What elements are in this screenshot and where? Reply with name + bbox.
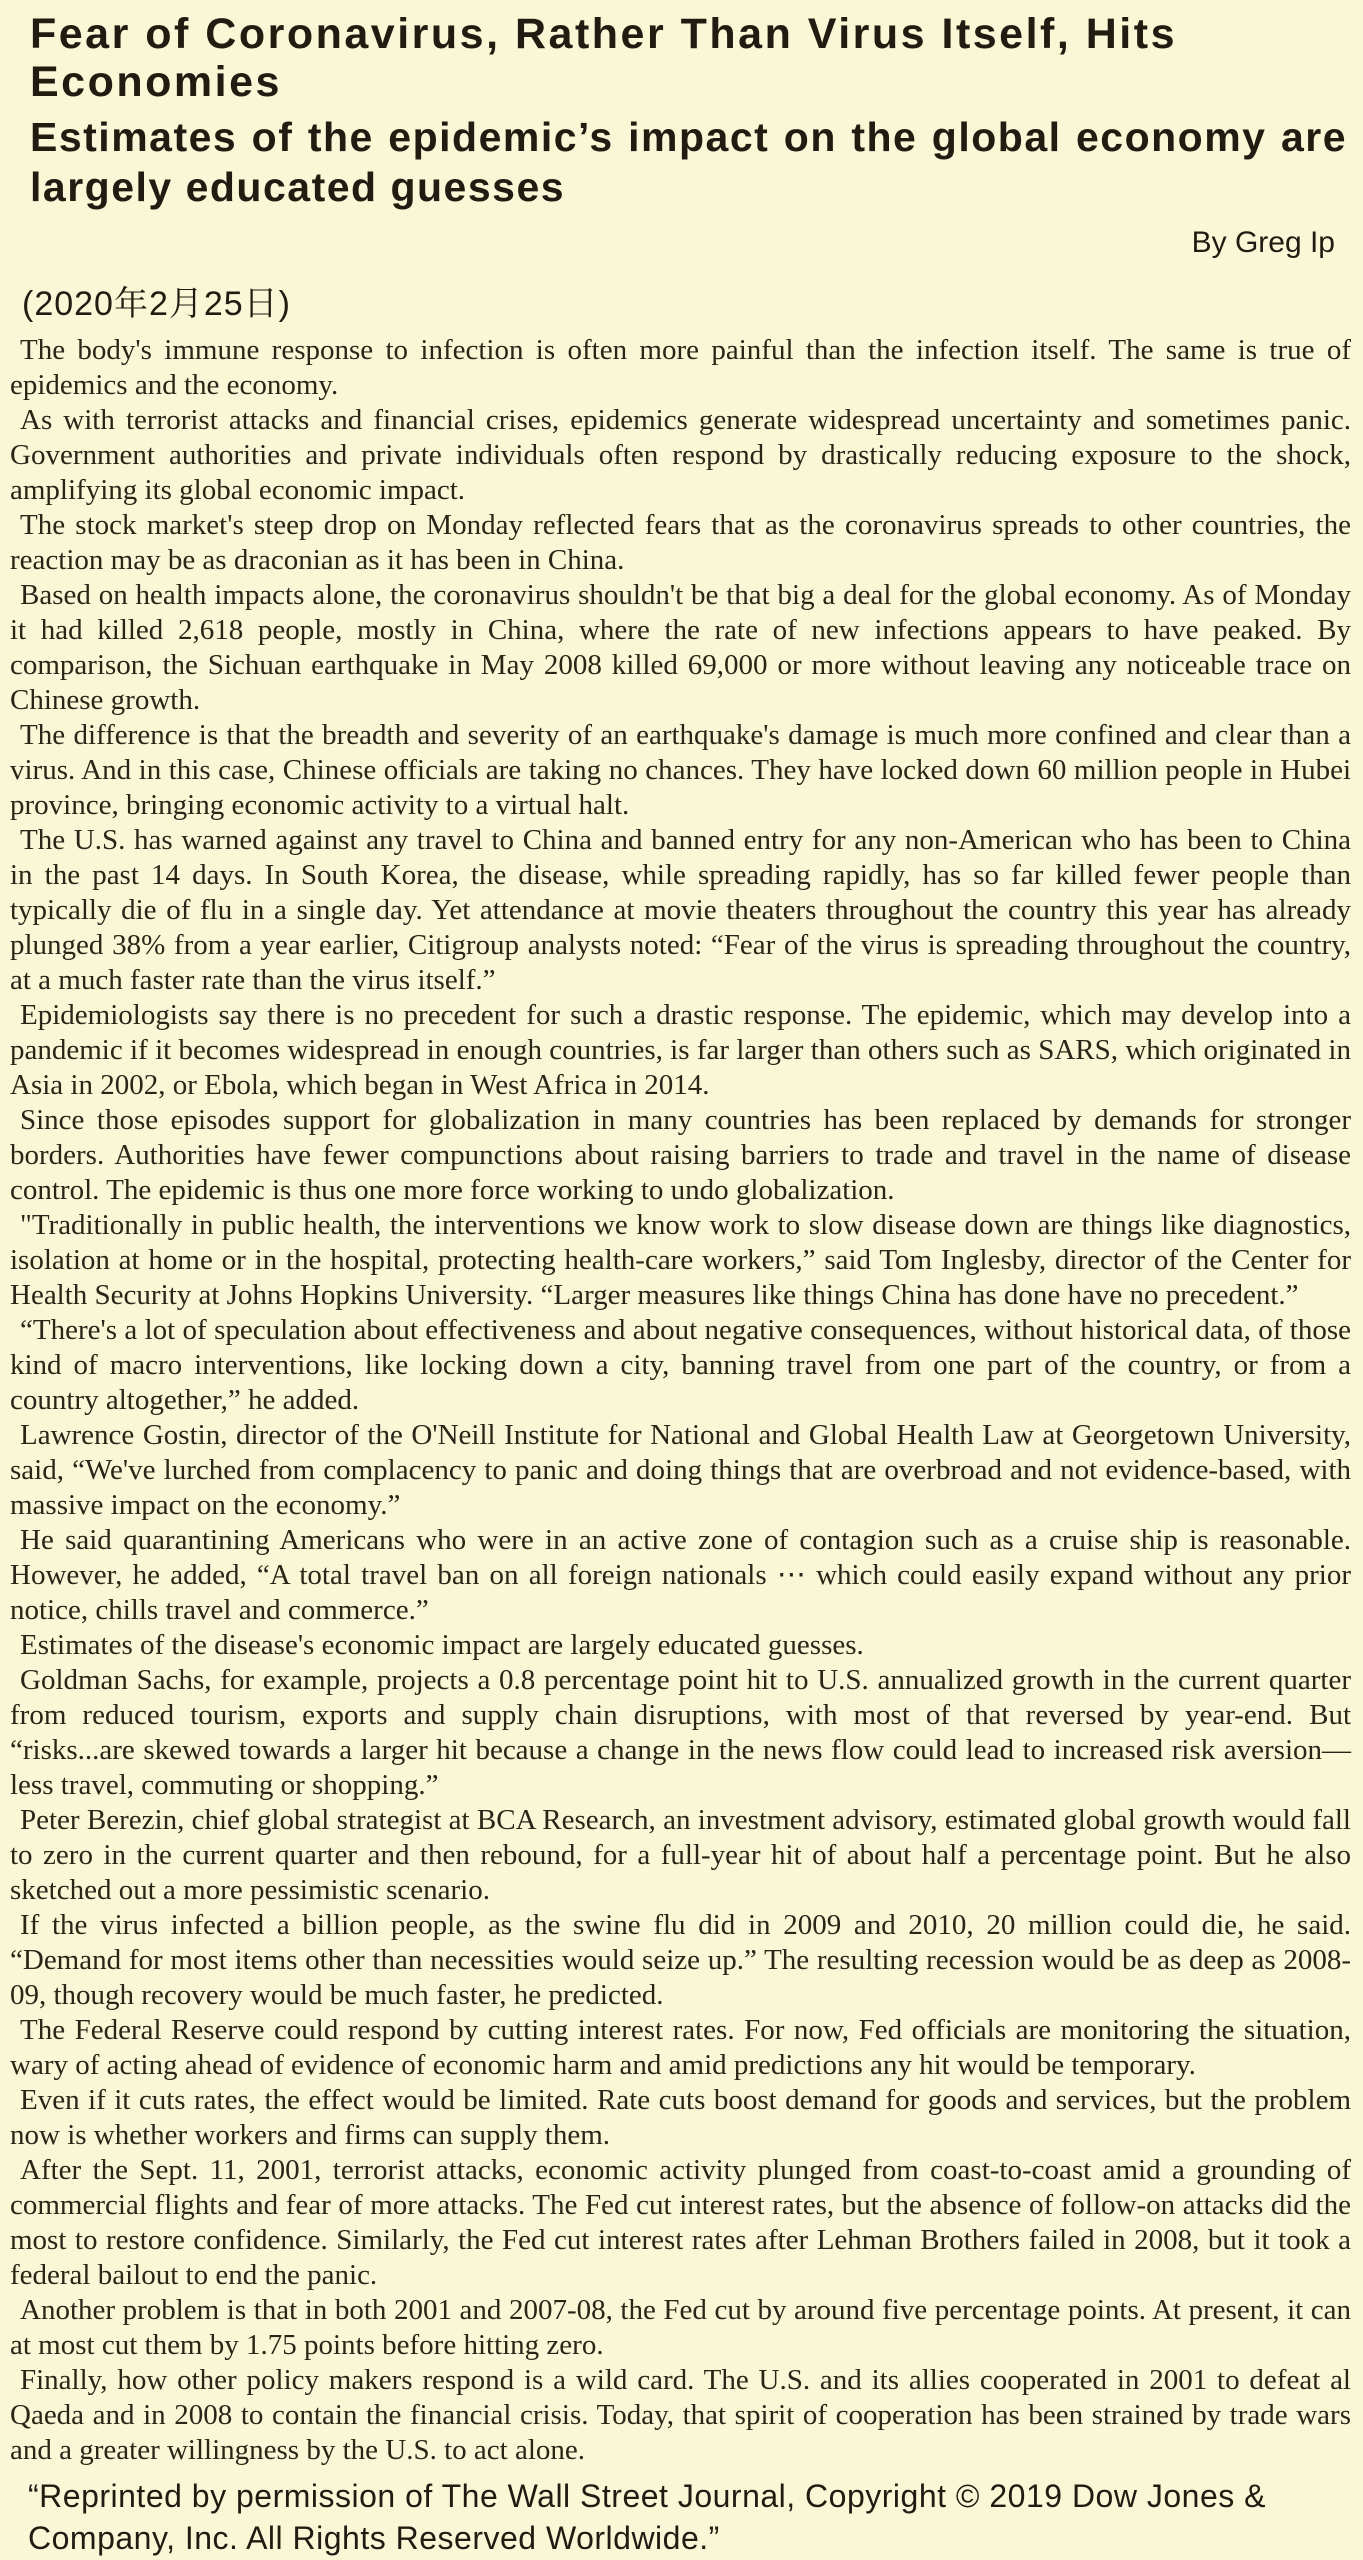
- page-title: Fear of Coronavirus, Rather Than Virus Itself, Hits Economies: [30, 10, 1177, 107]
- article-paragraph: The Federal Reserve could respond by cutting interest rates. For now, Fed officials are monitoring the situation, wary of acting ahead of evidence of economic harm and amid predictions any hit would be temporary.: [10, 2014, 1351, 2082]
- article-paragraph: Estimates of the disease's economic impact are largely educated guesses.: [20, 1629, 864, 1662]
- article-paragraph: The body's immune response to infection is often more painful than the infection itself. The same is true of epidemics and the economy.: [10, 334, 1351, 402]
- article-paragraph: Since those episodes support for globalization in many countries has been replaced by demands for stronger borders. Authorities have fewer compunctions about raising barriers to trade and travel in the name of disease control. The epidemic is thus one more force working to undo globalization.: [10, 1104, 1351, 1207]
- page-subtitle: Estimates of the epidemic’s impact on the global economy are largely educated guesses: [30, 114, 1347, 211]
- article-paragraph: "Traditionally in public health, the interventions we know work to slow disease down are things like diagnostics, isolation at home or in the hospital, protecting health-care workers,” said Tom Inglesby, director of the Center for Health Security at Johns Hopkins University. “Larger measures like things China has done have no precedent.”: [10, 1209, 1351, 1312]
- article-body: [10, 333, 1351, 2468]
- article-paragraph: As with terrorist attacks and financial crises, epidemics generate widespread uncertainty and sometimes panic. Government authorities and private individuals often respond by drastically reducing exposure to the shock, amplifying its global economic impact.: [10, 404, 1351, 507]
- article-paragraph: The stock market's steep drop on Monday reflected fears that as the coronavirus spreads to other countries, the reaction may be as draconian as it has been in China.: [10, 509, 1351, 577]
- byline: By Greg Ip: [1191, 226, 1335, 260]
- article-paragraph: Lawrence Gostin, director of the O'Neill Institute for National and Global Health Law at Georgetown University, said, “We've lurched from complacency to panic and doing things that are overbroad and not evidence-based, with massive impact on the economy.”: [10, 1419, 1351, 1522]
- article-paragraph: Another problem is that in both 2001 and 2007-08, the Fed cut by around five percentage points. At present, it can at most cut them by 1.75 points before hitting zero.: [10, 2294, 1351, 2362]
- article-paragraph: “There's a lot of speculation about effectiveness and about negative consequences, without historical data, of those kind of macro interventions, like locking down a city, banning travel from one part of the country, or from a country altogether,” he added.: [10, 1314, 1351, 1417]
- article-paragraph: After the Sept. 11, 2001, terrorist attacks, economic activity plunged from coast-to-coast amid a grounding of commercial flights and fear of more attacks. The Fed cut interest rates, but the absence of follow-on attacks did the most to restore confidence. Similarly, the Fed cut interest rates after Lehman Brothers failed in 2008, but it took a federal bailout to end the panic.: [10, 2154, 1351, 2292]
- article-paragraph: Epidemiologists say there is no precedent for such a drastic response. The epidemic, which may develop into a pandemic if it becomes widespread in enough countries, is far larger than others such as SARS, which originated in Asia in 2002, or Ebola, which began in West Africa in 2014.: [10, 999, 1351, 1102]
- article-paragraph: Based on health impacts alone, the coronavirus shouldn't be that big a deal for the global economy. As of Monday it had killed 2,618 people, mostly in China, where the rate of new infections appears to have peaked. By comparison, the Sichuan earthquake in May 2008 killed 69,000 or more without leaving any noticeable trace on Chinese growth.: [10, 579, 1351, 717]
- article-paragraph: Even if it cuts rates, the effect would be limited. Rate cuts boost demand for goods and services, but the problem now is whether workers and firms can supply them.: [10, 2084, 1351, 2152]
- date-line: (2020年2月25日): [22, 285, 292, 324]
- article-paragraph: If the virus infected a billion people, as the swine flu did in 2009 and 2010, 20 million could die, he said. “Demand for most items other than necessities would seize up.” The resulting recession would be as deep as 2008-09, though recovery would be much faster, he predicted.: [10, 1909, 1351, 2012]
- article-paragraph: Finally, how other policy makers respond is a wild card. The U.S. and its allies cooperated in 2001 to defeat al Qaeda and in 2008 to contain the financial crisis. Today, that spirit of cooperation has been strained by trade wars and a greater willingness by the U.S. to act alone.: [10, 2364, 1351, 2467]
- article-paragraph: He said quarantining Americans who were in an active zone of contagion such as a cruise ship is reasonable. However, he added, “A total travel ban on all foreign nationals ⋯ which could easily expand without any prior notice, chills travel and commerce.”: [10, 1524, 1351, 1627]
- footer-attribution: “Reprinted by permission of The Wall Street Journal, Copyright © 2019 Dow Jones & Company, Inc. All Rights Reserved Worldwide.”: [28, 2478, 1266, 2556]
- article-paragraph: The difference is that the breadth and severity of an earthquake's damage is much more confined and clear than a virus. And in this case, Chinese officials are taking no chances. They have locked down 60 million people in Hubei province, bringing economic activity to a virtual halt.: [10, 719, 1351, 822]
- article-paragraph: Goldman Sachs, for example, projects a 0.8 percentage point hit to U.S. annualized growth in the current quarter from reduced tourism, exports and supply chain disruptions, with most of that reversed by year-end. But “risks...are skewed towards a larger hit because a change in the news flow could lead to increased risk aversion—less travel, commuting or shopping.”: [10, 1664, 1351, 1802]
- article-paragraph: Peter Berezin, chief global strategist at BCA Research, an investment advisory, estimated global growth would fall to zero in the current quarter and then rebound, for a full-year hit of about half a percentage point. But he also sketched out a more pessimistic scenario.: [10, 1804, 1351, 1907]
- article-paragraph: The U.S. has warned against any travel to China and banned entry for any non-American who has been to China in the past 14 days. In South Korea, the disease, while spreading rapidly, has so far killed fewer people than typically die of flu in a single day. Yet attendance at movie theaters throughout the country this year has already plunged 38% from a year earlier, Citigroup analysts noted: “Fear of the virus is spreading throughout the country, at a much faster rate than the virus itself.”: [10, 824, 1351, 997]
